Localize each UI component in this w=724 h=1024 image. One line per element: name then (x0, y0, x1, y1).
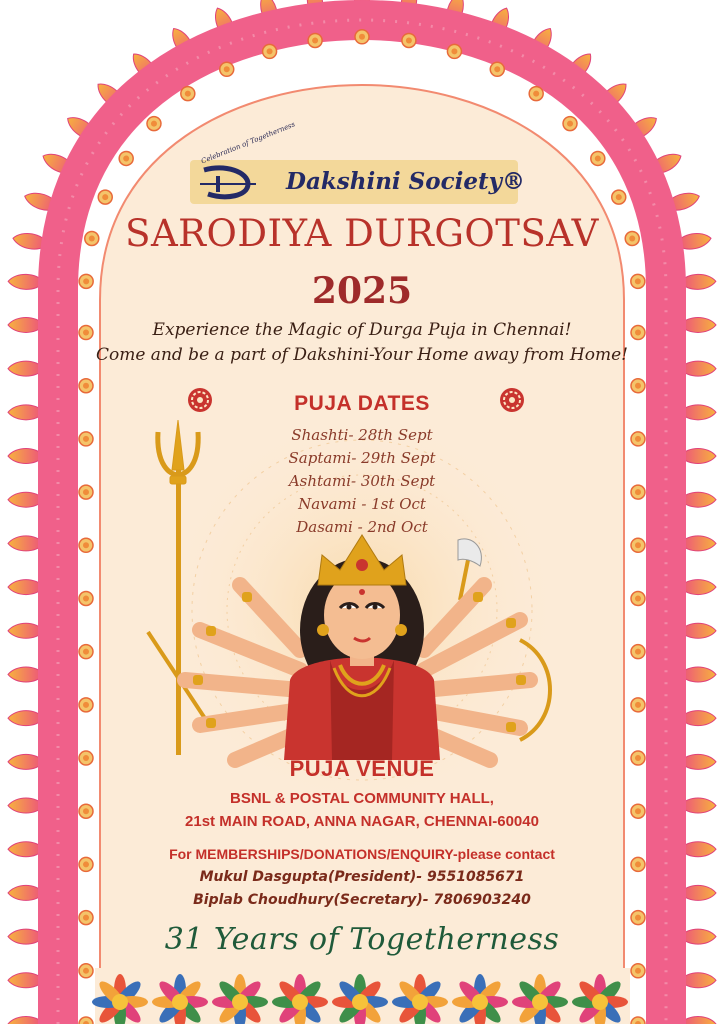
event-title: SARODIYA DURGOTSAV (125, 212, 599, 255)
dot (79, 591, 93, 605)
puja-date-item: Shashti- 28th Sept (291, 426, 433, 444)
puja-dates-heading: PUJA DATES (294, 392, 430, 415)
dot (631, 964, 645, 978)
dot (79, 538, 93, 552)
dot (612, 190, 626, 204)
dot (355, 30, 369, 44)
dot (220, 62, 234, 76)
dot (308, 33, 322, 47)
tagline-2: Come and be a part of Dakshini-Your Home away from Home! (95, 345, 628, 365)
closing-tagline: 31 Years of Togetherness (164, 922, 560, 957)
lotus-border-pattern (92, 968, 630, 1024)
tagline-1: Experience the Magic of Durga Puja in Chennai! (152, 320, 572, 340)
puja-date-item: Ashtami- 30th Sept (288, 472, 436, 490)
event-year: 2025 (311, 270, 413, 312)
puja-date-item: Dasami - 2nd Oct (296, 518, 428, 536)
logo-tagline: Celebration of Togetherness (200, 120, 297, 166)
dot (147, 117, 161, 131)
puja-date-item: Saptami- 29th Sept (288, 449, 436, 467)
dot (79, 1017, 93, 1024)
venue-heading: PUJA VENUE (289, 756, 435, 781)
contact-heading: For MEMBERSHIPS/DONATIONS/ENQUIRY-please contact (169, 846, 555, 862)
dot (631, 379, 645, 393)
logo-name: Dakshini Society® (286, 168, 525, 195)
contact-person: Biplab Choudhury(Secretary)- 7806903240 (193, 892, 531, 908)
dot (631, 538, 645, 552)
dot (631, 591, 645, 605)
dot (563, 117, 577, 131)
dot (402, 33, 416, 47)
dot (447, 44, 461, 58)
dot (181, 87, 195, 101)
dakshini-society-logo (190, 120, 525, 204)
dot (79, 964, 93, 978)
dot (98, 190, 112, 204)
dot (490, 62, 504, 76)
contact-person: Mukul Dasgupta(President)- 9551085671 (199, 869, 525, 885)
venue-line: BSNL & POSTAL COMMUNITY HALL, (230, 790, 494, 807)
dot (79, 698, 93, 712)
venue-line: 21st MAIN ROAD, ANNA NAGAR, CHENNAI-60040 (185, 813, 539, 830)
dot (631, 1017, 645, 1024)
dot (263, 44, 277, 58)
dot (591, 151, 605, 165)
dot (79, 379, 93, 393)
logo-mark-icon (196, 162, 260, 202)
dot (79, 645, 93, 659)
dot (631, 698, 645, 712)
dot (119, 151, 133, 165)
puja-date-item: Navami - 1st Oct (298, 495, 426, 513)
dot (529, 87, 543, 101)
dot (631, 645, 645, 659)
